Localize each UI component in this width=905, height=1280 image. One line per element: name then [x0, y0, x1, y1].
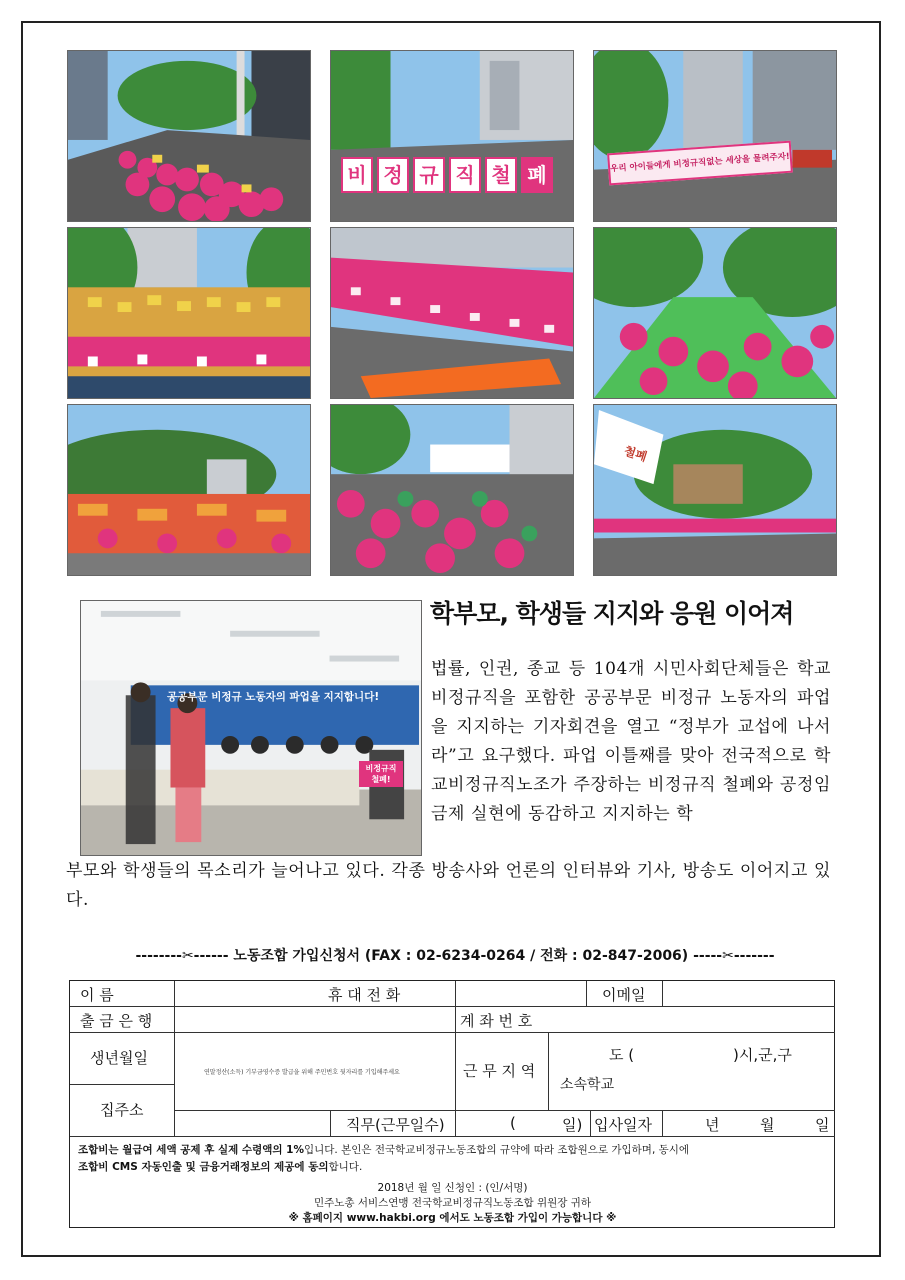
bank-field[interactable]: [180, 1009, 450, 1029]
workplace-do: 도 (: [609, 1046, 635, 1064]
form-divider: [174, 981, 175, 1136]
name-field[interactable]: [220, 983, 320, 1003]
fee-note-line1: [78, 1142, 689, 1157]
sign-letter: 비: [341, 157, 373, 193]
rally-photo-8: [330, 404, 574, 576]
rally-photo-5: [330, 227, 574, 399]
form-divider: [548, 1032, 549, 1110]
flag-text: 철폐: [622, 443, 649, 465]
form-divider: [586, 981, 587, 1006]
birth-note: 연말정산(소득) 기부금영수증 발급을 위해 주민번호 뒷자리를 기입해주세요: [204, 1069, 400, 1076]
form-divider: [70, 1032, 835, 1033]
job-label: 직무(근무일수): [346, 1116, 445, 1134]
hire-label: 입사일자: [594, 1116, 652, 1134]
protest-sign-row: [341, 157, 553, 193]
birth-field[interactable]: [180, 1037, 450, 1063]
days-close: 일): [562, 1116, 583, 1134]
cms-note-rest: 합니다.: [328, 1161, 363, 1173]
phone-field[interactable]: [460, 983, 580, 1003]
workplace-school: 소속학교: [560, 1077, 615, 1093]
addressee-line: 민주노총 서비스연맹 전국학교비정규직노동조합 위원장 귀하: [313, 1197, 592, 1209]
account-field[interactable]: [555, 1009, 825, 1029]
phone-label: 휴 대 전 화: [328, 986, 401, 1004]
sign-letter: 규: [413, 157, 445, 193]
rally-photo-1: [67, 50, 311, 222]
press-conference-photo: [80, 600, 422, 856]
article-paragraph-full: 부모와 학생들의 목소리가 늘어나고 있다. 각종 방송사와 언론의 인터뷰와 기사, 방송도 이어지고 있다.: [66, 861, 831, 910]
fee-note-rest: 입니다. 본인은 전국학교비정규노동조합의 규약에 따라 조합원으로 가입하며, 동시에: [304, 1144, 690, 1156]
name-label: 이 름: [80, 986, 114, 1004]
article-headline: 학부모, 학생들 지지와 응원 이어져: [430, 599, 794, 628]
form-divider: [70, 1136, 835, 1137]
birth-label: 생년월일: [90, 1049, 148, 1067]
sign-letter: 철: [485, 157, 517, 193]
sign-letter: 정: [377, 157, 409, 193]
march-banner: 우리 아이들에게 비정규직없는 세상을 물려주자!: [607, 141, 793, 186]
form-divider: [662, 1110, 663, 1136]
rally-photo-4: [67, 227, 311, 399]
form-divider: [70, 1006, 835, 1007]
form-divider: [174, 1110, 835, 1111]
rally-photo-9: [593, 404, 837, 576]
hire-month: 월: [760, 1116, 775, 1134]
date-signature-line: 2018년 월 일 신청인 : (인/서명): [377, 1182, 528, 1194]
hire-year: 년: [705, 1116, 720, 1134]
fee-note-bold: 조합비는 월급여 세액 공제 후 실제 수령액의 1%: [78, 1144, 304, 1156]
rally-photo-2: [330, 50, 574, 222]
hire-day: 일: [815, 1116, 830, 1134]
homepage-note: ※ 홈페이지 www.hakbi.org 에서도 노동조합 가입이 가능합니다 ※: [288, 1212, 617, 1224]
account-label: 계 좌 번 호: [460, 1012, 533, 1030]
sign-letter: 폐: [521, 157, 553, 193]
fee-note-line2: [78, 1159, 362, 1174]
form-divider: [662, 981, 663, 1006]
cms-note-bold: 조합비 CMS 자동인출 및 금융거래정보의 제공에 동의: [78, 1161, 329, 1173]
email-label: 이메일: [602, 986, 646, 1004]
bank-label: 출 금 은 행: [80, 1012, 153, 1030]
rally-photo-7: [67, 404, 311, 576]
press-banner-text: 공공부문 비정규 노동자의 파업을 지지합니다!: [167, 691, 380, 703]
rally-photo-6: [593, 227, 837, 399]
form-divider: [70, 1084, 174, 1085]
workplace-label: 근 무 지 역: [463, 1062, 536, 1080]
sign-letter: 직: [449, 157, 481, 193]
rally-photo-3: [593, 50, 837, 222]
cut-line-heading: --------✂------ 노동조합 가입신청서 (FAX : 02-6234-0264 / 전화 : 02-847-2006) -----✂-------: [135, 948, 775, 964]
form-divider: [590, 1110, 591, 1136]
article-paragraph-right: 법률, 인권, 종교 등 104개 시민사회단체들은 학교비정규직을 포함한 공공부문 비정규 노동자의 파업을 지지하는 기자회견을 열고 “정부가 교섭에 나서라”고 요구했다. 파업 이틀째를 맞아 전국적으로 학교비정규직노조가 주장하는 비정규직 철폐와 공정임금제 실현에 동감하고 지지하는 학: [431, 659, 831, 824]
press-sign-text: 비정규직 철폐!: [359, 761, 403, 787]
form-divider: [330, 1110, 331, 1136]
form-divider: [455, 981, 456, 1136]
address-label: 집주소: [100, 1101, 144, 1119]
email-field[interactable]: [668, 983, 828, 1003]
membership-form: [69, 980, 835, 1228]
address-field[interactable]: [180, 1087, 450, 1107]
workplace-si: )시,군,구: [733, 1046, 792, 1064]
days-open: (: [510, 1114, 516, 1132]
